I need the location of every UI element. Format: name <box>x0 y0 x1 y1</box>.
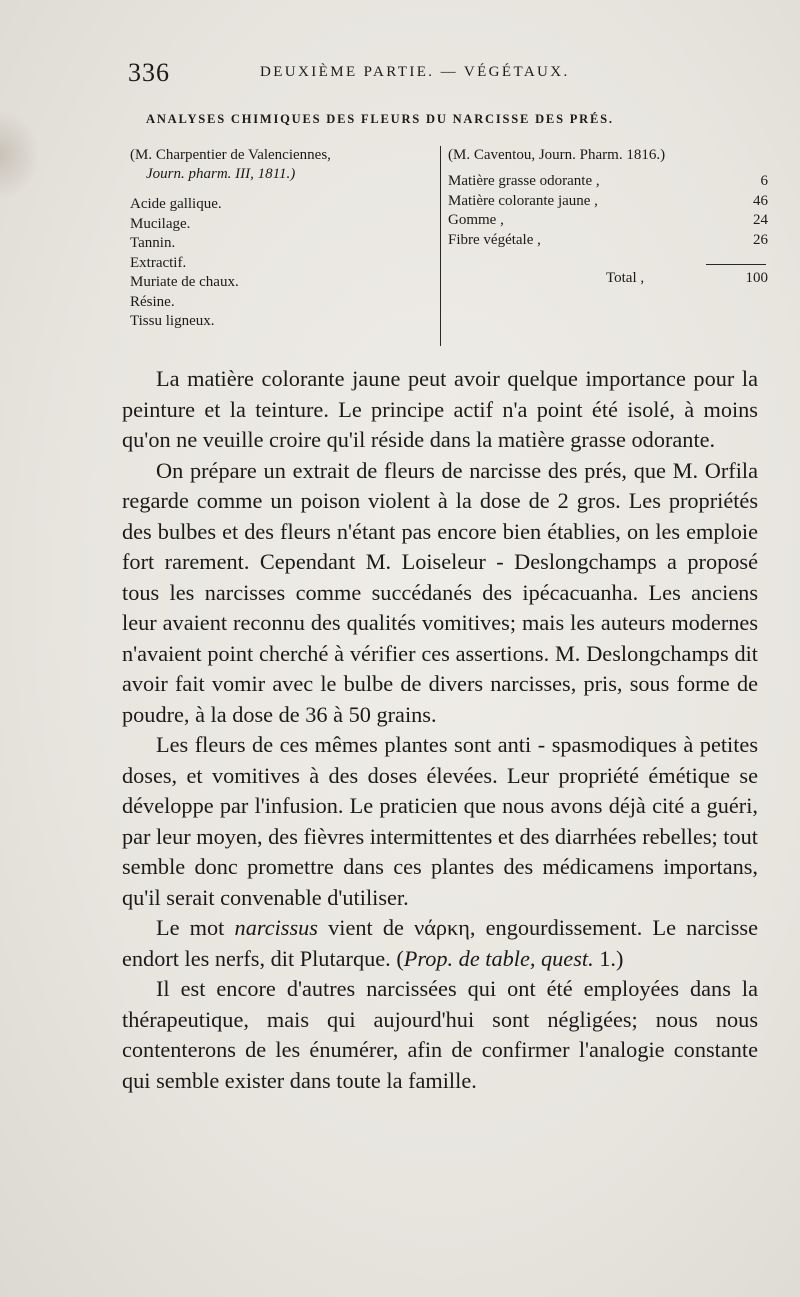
component-row <box>448 231 770 251</box>
latin-word: narcissus <box>234 915 318 940</box>
source-line: Journ. pharm. III, 1811.) <box>146 166 296 182</box>
component-item: Muriate de chaux. <box>130 274 239 290</box>
component-row <box>448 211 770 231</box>
source-citation: (M. Caventou, Journ. Pharm. 1816.) <box>448 147 666 163</box>
total-value: 100 <box>745 270 768 286</box>
paragraph: On prépare un extrait de fleurs de narcisse des prés, que M. Orfila regarde comme un poison violent à la dose de 2 gros. Les propriétés des bulbes et des fleurs n'étant pas encore bien établies, on les emploie fort rarement. Cependant M. Loiseleur - Deslongchamps a proposé tous les narcisses comme succédanés des ipécacuanha. Les anciens leur avaient reconnu des qualités vomitives; mais les auteurs modernes n'avaient point cherché à vérifier ces assertions. M. Deslongchamps dit avoir fait vomir avec le bulbe de divers narcisses, pris, sous forme de poudre, à la dose de 36 à 50 grains. <box>122 457 758 727</box>
source-line: (M. Charpentier de Valenciennes, <box>130 147 331 163</box>
text-run: vient de <box>317 915 415 940</box>
total-label: Total , <box>606 270 645 286</box>
table-title: ANALYSES CHIMIQUES DES FLEURS DU NARCISSE DES PRÉS. <box>146 112 614 126</box>
body-text <box>122 364 758 1096</box>
component-value: 46 <box>753 192 768 209</box>
component-item: Acide gallique. <box>130 196 222 212</box>
component-label: Matière colorante jaune , <box>448 192 598 209</box>
component-item: Résine. <box>130 293 175 310</box>
paragraph: Les fleurs de ces mêmes plantes sont anti - spasmodiques à petites doses, et vomitives à des doses élevées. Leur propriété émétique se développe par l'infusion. Le praticien que nous avons déjà cité a guéri, par leur moyen, des fièvres intermittentes et des diarrhées rebelles; tout semble donc promettre dans ces plantes des médicamens importans, qu'il serait convenable d'utiliser. <box>122 732 758 910</box>
greek-word: νάρκη <box>414 915 470 940</box>
running-head: DEUXIÈME PARTIE. — VÉGÉTAUX. <box>260 64 570 80</box>
component-row <box>448 172 770 192</box>
component-list <box>130 195 430 332</box>
analysis-charpentier <box>130 146 430 332</box>
page-number: 336 <box>128 58 170 87</box>
text-run: 1.) <box>593 945 624 971</box>
component-label: Matière grasse odorante , <box>448 173 600 189</box>
component-value: 26 <box>753 231 768 248</box>
paragraph: Il est encore d'autres narcissées qui ont été employées dans la thérapeutique, mais qui aujourd'hui sont négligées; nous nous contenterons de les énumérer, afin de confirmer l'analogie constante qui semble exister dans toute la famille. <box>122 976 758 1093</box>
total-row <box>448 269 770 288</box>
text-run: , engourdissement. Le narcisse endort les nerfs, dit Plutarque. ( <box>122 915 758 971</box>
paragraph: La matière colorante jaune peut avoir quelque importance pour la peinture et la teinture. Le principe actif n'a point été isolé, à moins qu'on ne veuille croire qu'il réside dans la matière grasse odorante. <box>122 366 758 452</box>
paragraph <box>122 913 758 974</box>
component-item: Mucilage. <box>130 215 191 232</box>
source-citation <box>130 146 430 184</box>
component-value: 6 <box>760 173 768 189</box>
component-rows <box>448 172 770 250</box>
analysis-caventou <box>448 146 770 288</box>
component-value: 24 <box>753 212 768 228</box>
component-item: Tannin. <box>130 235 176 251</box>
component-item: Extractif. <box>130 254 187 271</box>
text-run: Le mot <box>156 915 235 940</box>
column-divider <box>440 146 441 346</box>
total-rule <box>706 264 766 265</box>
component-label: Fibre végétale , <box>448 231 541 248</box>
page-header <box>128 58 788 88</box>
component-row <box>448 192 770 212</box>
citation-ref: Prop. de table, quest. <box>403 945 594 971</box>
component-label: Gomme , <box>448 212 504 228</box>
component-item: Tissu ligneux. <box>130 313 215 329</box>
paper-stain <box>0 110 40 200</box>
